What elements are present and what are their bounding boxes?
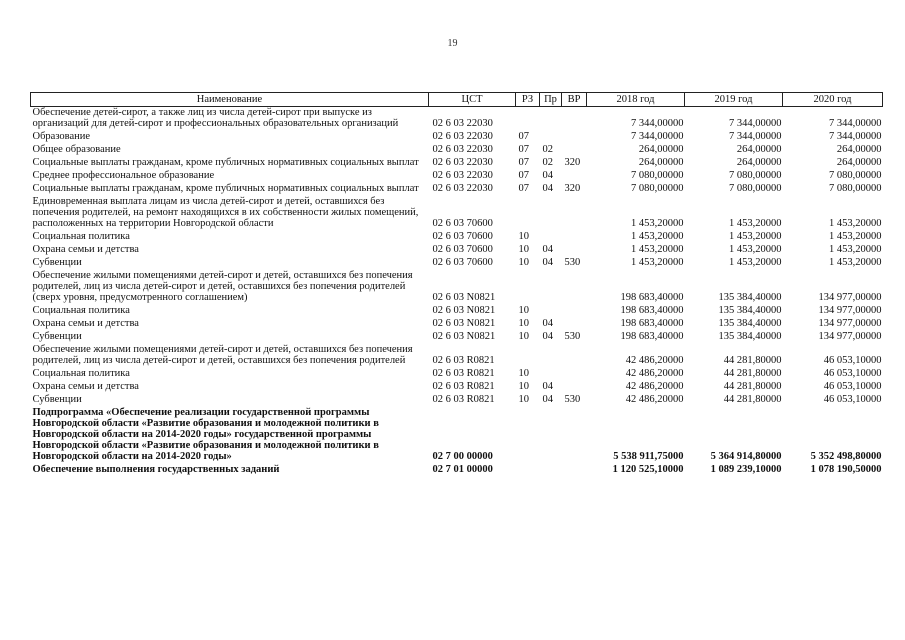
row-rz <box>516 107 540 132</box>
row-2020: 134 977,00000 <box>818 292 882 303</box>
row-2019: 264,00000 <box>736 157 782 168</box>
row-rz: 07 <box>518 183 529 194</box>
row-vr <box>562 131 587 144</box>
row-2020: 46 053,10000 <box>823 381 882 392</box>
row-2020: 264,00000 <box>836 157 882 168</box>
row-pr <box>540 131 562 144</box>
row-name: Субвенции <box>32 257 82 268</box>
row-rz <box>516 407 540 464</box>
row-name: Социальная политика <box>32 368 130 379</box>
row-pr <box>540 368 562 381</box>
row-vr <box>562 318 587 331</box>
table-row <box>31 244 883 257</box>
row-vr: 530 <box>564 394 581 405</box>
row-2020: 46 053,10000 <box>823 394 882 405</box>
row-rz: 10 <box>518 257 529 268</box>
row-pr: 04 <box>542 381 553 392</box>
row-vr <box>562 170 587 183</box>
row-2019: 5 364 914,80000 <box>710 451 782 462</box>
row-cst: 02 6 03 N0821 <box>432 331 496 342</box>
row-2020: 46 053,10000 <box>823 368 882 379</box>
row-cst: 02 6 03 22030 <box>432 157 493 168</box>
row-2020: 1 453,20000 <box>829 231 882 242</box>
row-pr: 04 <box>542 244 553 255</box>
row-2019: 44 281,80000 <box>723 355 782 366</box>
header-2019: 2019 год <box>685 93 783 107</box>
row-2019: 44 281,80000 <box>723 394 782 405</box>
row-2018: 7 080,00000 <box>631 183 684 194</box>
row-vr <box>562 144 587 157</box>
row-rz <box>516 464 540 477</box>
row-pr: 04 <box>542 183 553 194</box>
row-2019: 135 384,40000 <box>718 331 782 342</box>
row-rz: 10 <box>518 368 529 379</box>
row-2018: 42 486,20000 <box>625 381 684 392</box>
row-2018: 198 683,40000 <box>620 305 684 316</box>
row-2020: 46 053,10000 <box>823 355 882 366</box>
row-cst: 02 6 03 70600 <box>432 218 493 229</box>
row-2018: 198 683,40000 <box>620 318 684 329</box>
row-2019: 264,00000 <box>736 144 782 155</box>
row-rz: 10 <box>518 381 529 392</box>
row-cst: 02 6 03 N0821 <box>432 292 496 303</box>
row-name: Субвенции <box>32 394 82 405</box>
row-rz: 07 <box>518 144 529 155</box>
row-rz: 10 <box>518 244 529 255</box>
header-vr: ВР <box>562 93 587 107</box>
row-2018: 5 538 911,75000 <box>613 451 684 462</box>
table-row <box>31 183 883 196</box>
row-name: Охрана семьи и детства <box>32 318 139 329</box>
row-rz: 10 <box>518 331 529 342</box>
row-rz: 07 <box>518 131 529 142</box>
table-row <box>31 394 883 407</box>
row-2019: 135 384,40000 <box>718 305 782 316</box>
row-cst: 02 6 03 22030 <box>432 131 493 142</box>
row-2019: 44 281,80000 <box>723 368 782 379</box>
row-2018: 42 486,20000 <box>625 394 684 405</box>
row-2019: 1 453,20000 <box>729 257 782 268</box>
row-pr: 04 <box>542 170 553 181</box>
table-row <box>31 305 883 318</box>
row-pr: 04 <box>542 257 553 268</box>
row-pr <box>540 305 562 318</box>
row-name: Социальная политика <box>32 305 130 316</box>
row-2019: 1 453,20000 <box>729 244 782 255</box>
row-2019: 44 281,80000 <box>723 381 782 392</box>
row-name: Обеспечение жилыми помещениями детей-сирот и детей, оставшихся без попечения родителей, лиц из числа детей-сирот и детей, оставшихся без попечения родителей <box>32 344 413 366</box>
row-2019: 135 384,40000 <box>718 292 782 303</box>
table-row <box>31 131 883 144</box>
row-vr: 320 <box>564 157 581 168</box>
row-2020: 5 352 498,80000 <box>810 451 882 462</box>
row-name: Охрана семьи и детства <box>32 381 139 392</box>
row-2018: 1 453,20000 <box>631 218 684 229</box>
row-name: Подпрограмма «Обеспечение реализации государственной программы Новгородской области «Развитие образования и молодежной политики в Новгородской области на 2014-2020 годы» государственной программы Новгородской области «Развитие образования и молодежной политики в Новгородской области на 2014-2020 годы» <box>32 407 379 462</box>
row-pr <box>540 107 562 132</box>
row-vr <box>562 107 587 132</box>
row-2020: 7 080,00000 <box>829 170 882 181</box>
table-row <box>31 407 883 464</box>
row-vr <box>562 270 587 305</box>
row-vr <box>562 407 587 464</box>
row-2018: 42 486,20000 <box>625 355 684 366</box>
row-vr <box>562 305 587 318</box>
row-name: Социальная политика <box>32 231 130 242</box>
page-number: 19 <box>447 38 458 49</box>
table-row <box>31 270 883 305</box>
row-2018: 7 344,00000 <box>631 131 684 142</box>
table-row <box>31 107 883 132</box>
row-vr <box>562 344 587 368</box>
table-row <box>31 381 883 394</box>
row-rz <box>516 270 540 305</box>
table-row <box>31 318 883 331</box>
row-2020: 7 080,00000 <box>829 183 882 194</box>
row-vr: 530 <box>564 257 581 268</box>
row-2019: 1 453,20000 <box>729 231 782 242</box>
row-name: Обеспечение детей-сирот, а также лиц из числа детей-сирот при выпуске из организаций для детей-сирот и профессиональных образовательных организаций <box>32 107 399 129</box>
row-pr: 02 <box>542 157 553 168</box>
table-row <box>31 331 883 344</box>
row-2018: 264,00000 <box>638 144 684 155</box>
table-header-row <box>31 93 883 107</box>
row-vr: 320 <box>564 183 581 194</box>
row-2020: 1 453,20000 <box>829 244 882 255</box>
table-row <box>31 344 883 368</box>
row-vr <box>562 381 587 394</box>
row-2018: 7 344,00000 <box>631 118 684 129</box>
row-2019: 1 453,20000 <box>729 218 782 229</box>
row-rz: 07 <box>518 170 529 181</box>
row-name: Единовременная выплата лицам из числа детей-сирот и детей, оставшихся без попечения родителей, на ремонт находящихся в их собственности жилых помещений, расположенных на территории Новгородской области <box>32 196 419 229</box>
row-name: Социальные выплаты гражданам, кроме публичных нормативных социальных выплат <box>32 183 419 194</box>
header-rz: РЗ <box>516 93 540 107</box>
row-2019: 1 089 239,10000 <box>710 464 782 475</box>
header-2020: 2020 год <box>783 93 883 107</box>
row-2020: 7 344,00000 <box>829 118 882 129</box>
row-cst: 02 6 03 R0821 <box>432 368 495 379</box>
row-2020: 1 078 190,50000 <box>810 464 882 475</box>
row-vr <box>562 244 587 257</box>
row-cst: 02 6 03 70600 <box>432 257 493 268</box>
row-vr <box>562 231 587 244</box>
row-cst: 02 6 03 70600 <box>432 244 493 255</box>
row-name: Охрана семьи и детства <box>32 244 139 255</box>
row-cst: 02 6 03 22030 <box>432 144 493 155</box>
table-row <box>31 368 883 381</box>
row-vr: 530 <box>564 331 581 342</box>
row-cst: 02 6 03 22030 <box>432 118 493 129</box>
row-2019: 7 080,00000 <box>729 170 782 181</box>
row-2020: 7 344,00000 <box>829 131 882 142</box>
row-name: Обеспечение жилыми помещениями детей-сирот и детей, оставшихся без попечения родителей, лиц из числа детей-сирот и детей, оставшихся без попечения родителей (сверх уровня, предусмотренного соглашением) <box>32 270 413 303</box>
row-pr: 02 <box>542 144 553 155</box>
row-cst: 02 6 03 22030 <box>432 183 493 194</box>
row-rz: 10 <box>518 231 529 242</box>
row-2018: 198 683,40000 <box>620 292 684 303</box>
row-cst: 02 6 03 N0821 <box>432 305 496 316</box>
row-name: Социальные выплаты гражданам, кроме публичных нормативных социальных выплат <box>32 157 419 168</box>
row-cst: 02 6 03 R0821 <box>432 394 495 405</box>
budget-table <box>30 92 883 477</box>
row-pr <box>540 270 562 305</box>
row-vr <box>562 368 587 381</box>
row-pr <box>540 407 562 464</box>
row-2019: 135 384,40000 <box>718 318 782 329</box>
row-name: Среднее профессиональное образование <box>32 170 215 181</box>
row-vr <box>562 464 587 477</box>
row-2018: 1 453,20000 <box>631 244 684 255</box>
row-name: Субвенции <box>32 331 82 342</box>
row-2018: 42 486,20000 <box>625 368 684 379</box>
row-2018: 1 453,20000 <box>631 231 684 242</box>
row-cst: 02 6 03 22030 <box>432 170 493 181</box>
row-2020: 134 977,00000 <box>818 318 882 329</box>
row-2018: 1 453,20000 <box>631 257 684 268</box>
row-cst: 02 7 00 00000 <box>432 451 493 462</box>
row-2020: 134 977,00000 <box>818 331 882 342</box>
header-name: Наименование <box>31 93 429 107</box>
table-body <box>31 107 883 478</box>
row-cst: 02 6 03 R0821 <box>432 381 495 392</box>
table-row <box>31 157 883 170</box>
row-pr <box>540 231 562 244</box>
row-2020: 1 453,20000 <box>829 218 882 229</box>
header-pr: Пр <box>540 93 562 107</box>
row-2018: 264,00000 <box>638 157 684 168</box>
header-cst: ЦСТ <box>429 93 516 107</box>
header-2018: 2018 год <box>587 93 685 107</box>
table-row <box>31 231 883 244</box>
row-name: Общее образование <box>32 144 121 155</box>
row-2020: 134 977,00000 <box>818 305 882 316</box>
row-rz: 07 <box>518 157 529 168</box>
table-row <box>31 170 883 183</box>
row-pr <box>540 344 562 368</box>
row-rz <box>516 196 540 231</box>
row-rz: 10 <box>518 318 529 329</box>
row-2020: 1 453,20000 <box>829 257 882 268</box>
table-row <box>31 144 883 157</box>
row-name: Обеспечение выполнения государственных заданий <box>32 464 280 475</box>
row-2019: 7 080,00000 <box>729 183 782 194</box>
table-row <box>31 464 883 477</box>
row-pr <box>540 196 562 231</box>
row-rz <box>516 344 540 368</box>
row-cst: 02 7 01 00000 <box>432 464 493 475</box>
row-2018: 7 080,00000 <box>631 170 684 181</box>
row-2019: 7 344,00000 <box>729 131 782 142</box>
row-2020: 264,00000 <box>836 144 882 155</box>
row-rz: 10 <box>518 305 529 316</box>
row-2018: 198 683,40000 <box>620 331 684 342</box>
row-pr: 04 <box>542 318 553 329</box>
row-pr: 04 <box>542 331 553 342</box>
table-row <box>31 257 883 270</box>
row-cst: 02 6 03 R0821 <box>432 355 495 366</box>
row-name: Образование <box>32 131 91 142</box>
row-pr: 04 <box>542 394 553 405</box>
row-pr <box>540 464 562 477</box>
row-vr <box>562 196 587 231</box>
row-rz: 10 <box>518 394 529 405</box>
row-cst: 02 6 03 70600 <box>432 231 493 242</box>
table-row <box>31 196 883 231</box>
row-2019: 7 344,00000 <box>729 118 782 129</box>
row-2018: 1 120 525,10000 <box>612 464 684 475</box>
row-cst: 02 6 03 N0821 <box>432 318 496 329</box>
